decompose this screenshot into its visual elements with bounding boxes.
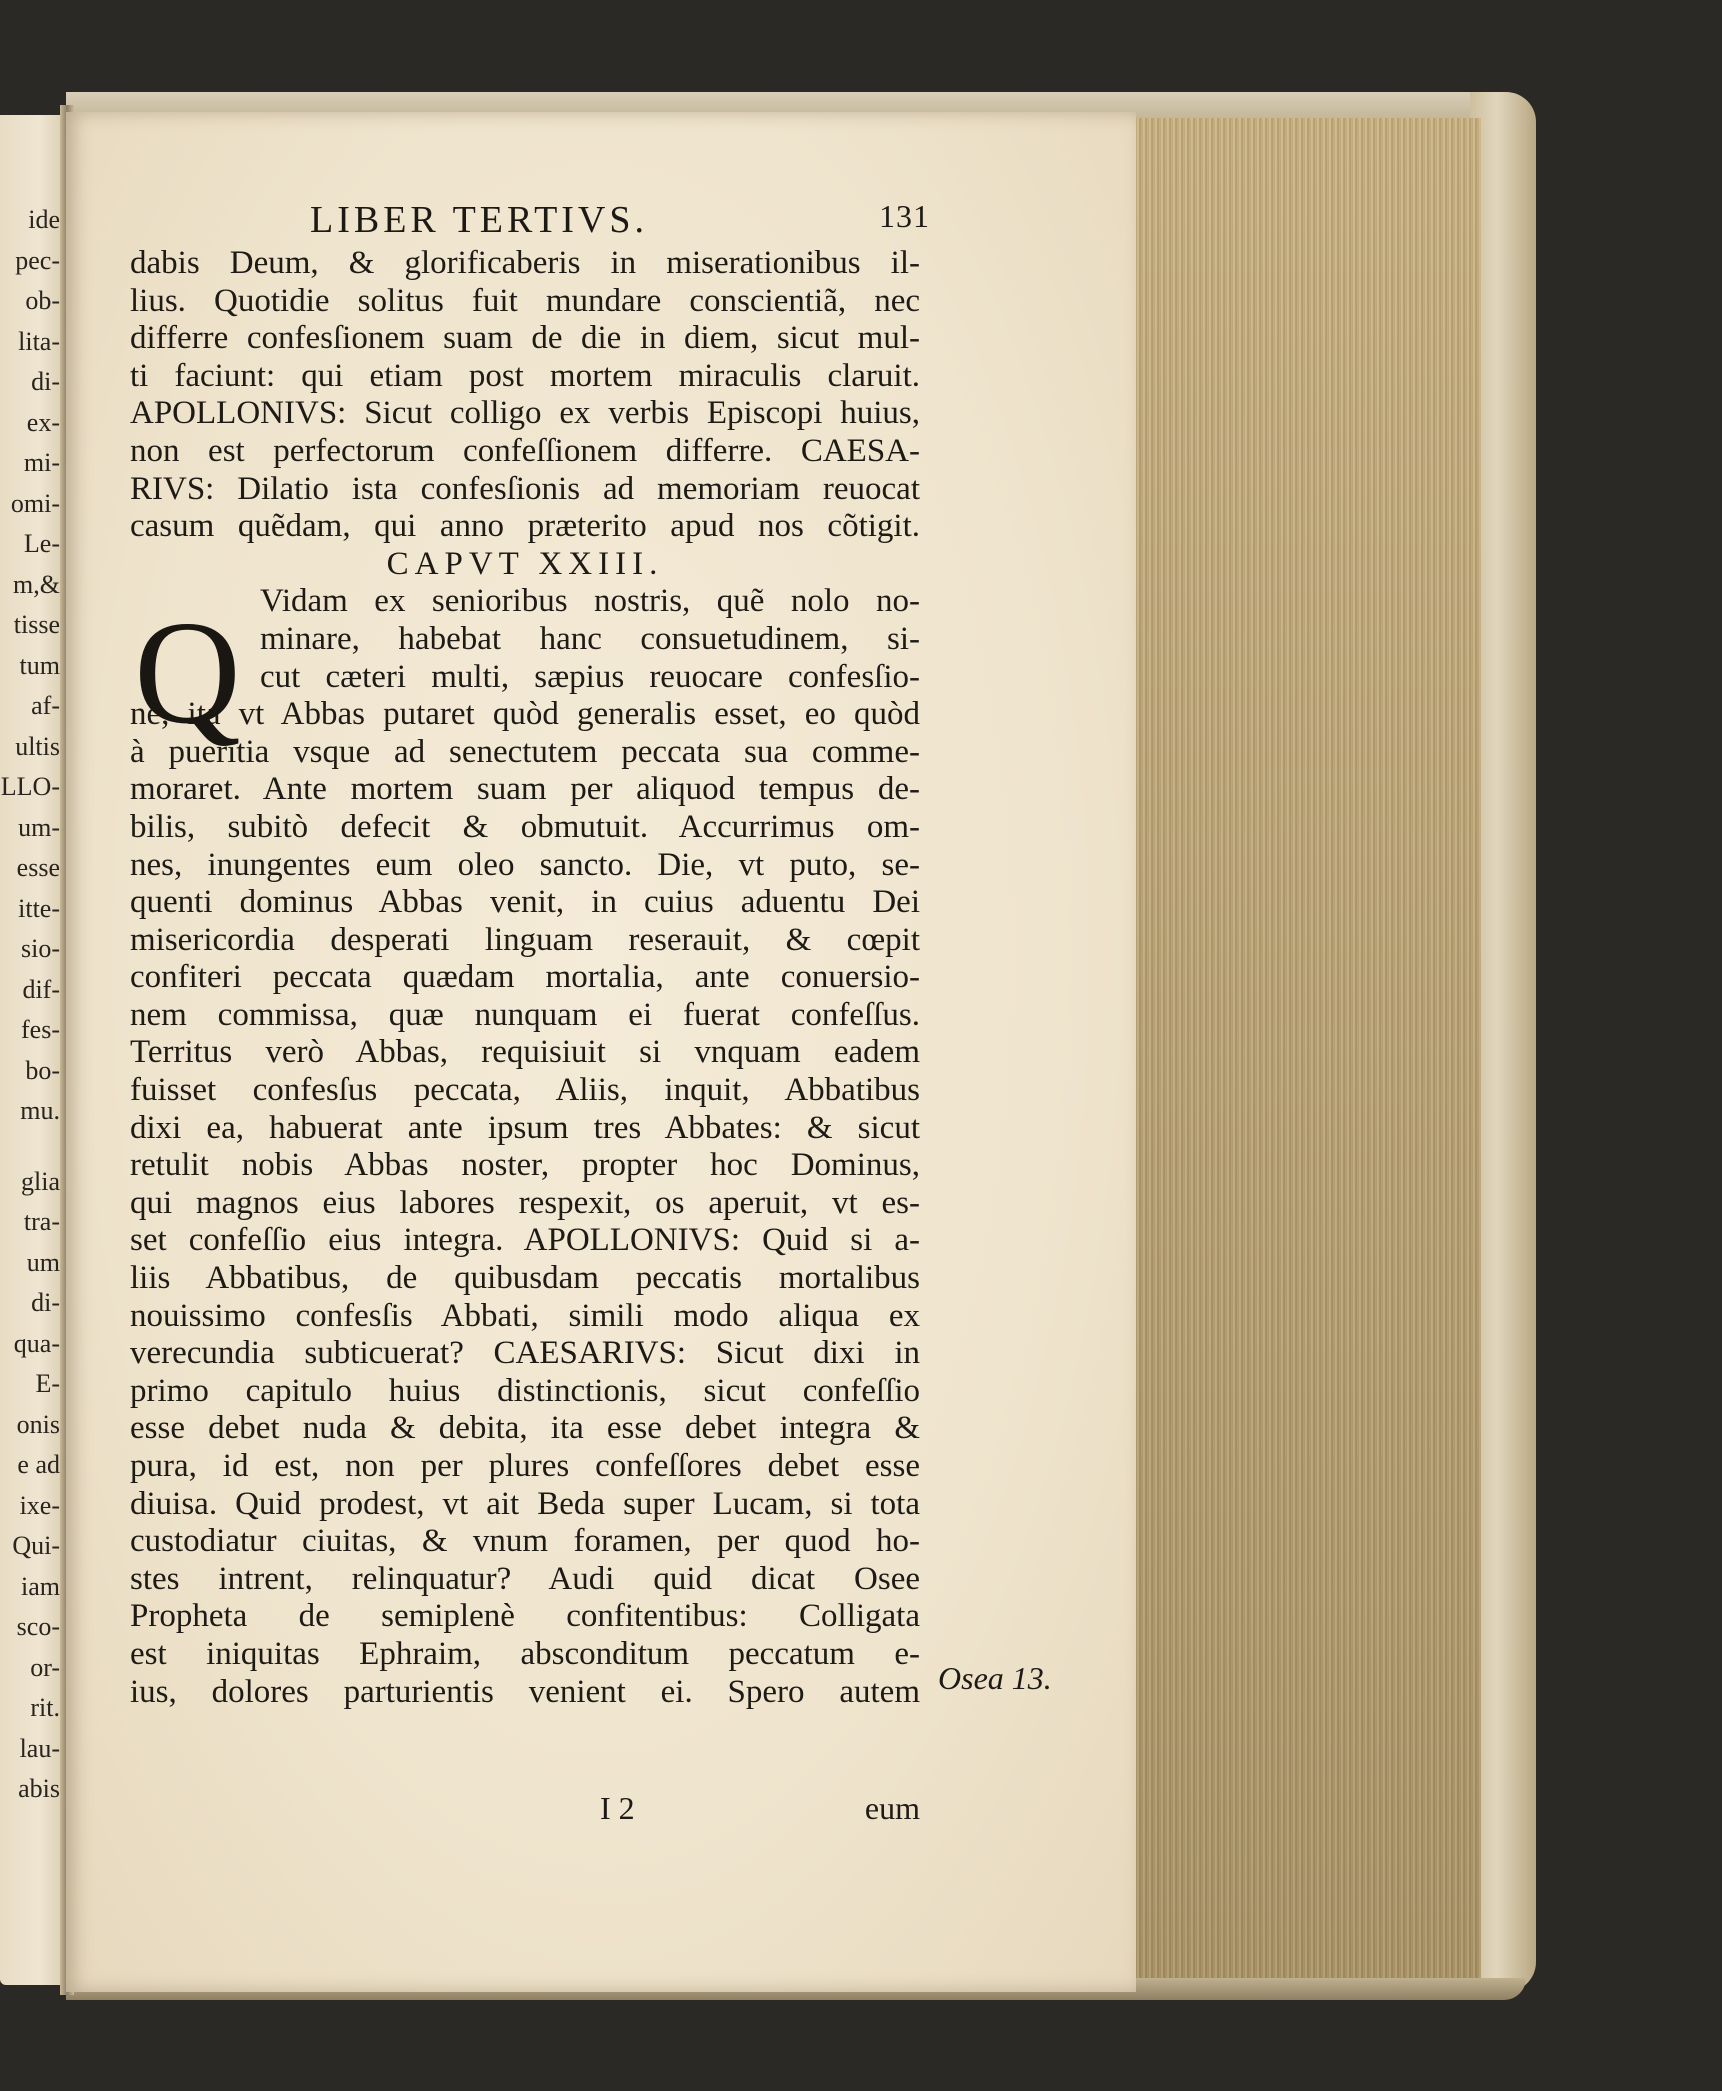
- text-line: dixi ea, habuerat ante ipsum tres Abbates: & sicut: [130, 1109, 920, 1146]
- drop-cap: Q: [134, 591, 241, 755]
- left-page-fragment: e ad: [17, 1450, 60, 1479]
- left-page-fragment: E-: [35, 1369, 60, 1398]
- text-line: primo capitulo huius distinctionis, sicut confeſſio: [130, 1372, 920, 1409]
- left-page-fragment: abis: [18, 1774, 60, 1803]
- previous-page-sliver: [0, 115, 66, 1985]
- left-page-fragment: di-: [31, 1288, 60, 1317]
- left-page-fragment: dif-: [22, 974, 60, 1004]
- text-line: liis Abbatibus, de quibusdam peccatis mortalibus: [130, 1260, 920, 1297]
- left-page-fragment: pec-: [15, 245, 60, 275]
- text-line: bilis, subitò defecit & obmutuit. Accurrimus om-: [130, 808, 920, 845]
- catchword: eum: [864, 1790, 920, 1826]
- text-line: nem commissa, quæ nunquam ei fuerat confeſſus.: [130, 996, 920, 1033]
- left-page-fragment: Le-: [23, 529, 60, 558]
- text-line: retulit nobis Abbas noster, propter hoc Dominus,: [130, 1147, 920, 1184]
- left-page-fragment: um: [26, 1247, 60, 1277]
- text-line: misericordia desperati linguam reserauit, & cœpit: [130, 921, 920, 958]
- text-line: dabis Deum, & glorificaberis in miserationibus il-: [130, 245, 920, 281]
- left-page-fragment: ixe-: [19, 1490, 60, 1520]
- left-page-fragment: tum: [19, 650, 60, 680]
- text-line: non est perfectorum confeſſionem differre. CAESA-: [130, 432, 920, 469]
- left-page-fragment: LLO-: [0, 772, 60, 801]
- text-line: lius. Quotidie solitus fuit mundare conscientiã, nec: [130, 282, 920, 319]
- text-line: differre confesſionem suam de die in diem, sicut mul-: [130, 320, 920, 357]
- page-number: 131: [879, 198, 930, 234]
- text-line: minare, habebat hanc consuetudinem, si-: [260, 620, 920, 657]
- left-page-fragment: ex-: [26, 407, 60, 437]
- left-page-fragment: mu.: [20, 1096, 60, 1125]
- text-line: nẽ, ita vt Abbas putaret quòd generalis esset, eo quòd: [130, 696, 920, 733]
- text-line: qui magnos eius labores respexit, os aperuit, vt es-: [130, 1184, 920, 1221]
- left-page-fragment: ultis: [15, 731, 60, 761]
- left-page-fragment: fes-: [21, 1015, 60, 1044]
- left-page-fragment: ide: [28, 205, 60, 234]
- left-page-fragment: sco-: [16, 1612, 60, 1641]
- left-page-fragment: rit.: [30, 1693, 60, 1722]
- left-page-fragment: ob-: [25, 286, 60, 315]
- text-line: diuisa. Quid prodest, vt ait Beda super Lucam, si tota: [130, 1485, 920, 1522]
- left-page-fragment: lita-: [18, 326, 60, 356]
- page-edges: [1136, 118, 1481, 1978]
- text-line: Territus verò Abbas, requisiuit si vnquam eadem: [130, 1034, 920, 1071]
- text-line: nes, inungentes eum oleo sancto. Die, vt puto, se-: [130, 846, 920, 883]
- text-line: confiteri peccata quædam mortalia, ante conuersio-: [130, 959, 920, 996]
- text-line: esse debet nuda & debita, ita esse debet integra &: [130, 1410, 920, 1447]
- left-page-fragment: lau-: [19, 1733, 60, 1763]
- left-page-fragment: glia: [21, 1166, 60, 1196]
- text-line: custodiatur ciuitas, & vnum foramen, per quod ho-: [130, 1523, 920, 1560]
- chapter-heading: CAPVT XXIII.: [386, 545, 664, 582]
- left-page-fragment: tra-: [23, 1207, 60, 1236]
- left-page-fragment: af-: [31, 691, 60, 720]
- text-line: verecundia subticuerat? CAESARIVS: Sicut dixi in: [130, 1335, 920, 1372]
- left-page-fragment: mi-: [23, 448, 60, 477]
- left-page-fragment: sio-: [21, 934, 60, 963]
- text-line: Vidam ex senioribus nostris, quẽ nolo no-: [260, 583, 920, 620]
- left-page-fragment: iam: [21, 1571, 60, 1601]
- text-line: casum quẽdam, qui anno præterito apud nos cõtigit.: [130, 508, 920, 545]
- body-text: [130, 245, 920, 1711]
- left-page-fragment: di-: [31, 367, 60, 396]
- left-page-fragment: m,&: [13, 569, 60, 599]
- text-line: cut cæteri multi, sæpius reuocare confesſio-: [260, 658, 920, 695]
- left-page-fragment: bo-: [25, 1055, 60, 1085]
- running-head: [310, 198, 930, 242]
- text-line: fuisset confesſus peccata, Aliis, inquit, Abbatibus: [130, 1072, 920, 1109]
- left-page-fragment: or-: [30, 1652, 60, 1682]
- text-line: APOLLONIVS: Sicut colligo ex verbis Episcopi huius,: [130, 395, 920, 432]
- text-line: set confeſſio eius integra. APOLLONIVS: Quid si a-: [130, 1222, 920, 1259]
- left-page-fragment: Qui-: [12, 1531, 60, 1560]
- left-page-fragment: omi-: [10, 488, 60, 518]
- left-page-fragment: um-: [18, 812, 60, 842]
- left-page-fragment: itte-: [18, 893, 60, 923]
- text-line: RIVS: Dilatio ista confesſionis ad memoriam reuocat: [130, 470, 920, 507]
- running-head-title: LIBER TERTIVS.: [310, 199, 649, 241]
- text-line: ius, dolores parturientis venient ei. Spero autem: [130, 1673, 920, 1710]
- left-page-fragment: tisse: [13, 610, 60, 639]
- page-footer: [130, 1790, 920, 1830]
- text-line: quenti dominus Abbas venit, in cuius aduentu Dei: [130, 884, 920, 921]
- text-line: est iniquitas Ephraim, absconditum peccatum e-: [130, 1635, 920, 1672]
- left-page-fragment: esse: [16, 853, 60, 882]
- text-line: à pueritia vsque ad senectutem peccata sua comme-: [130, 733, 920, 770]
- text-line: pura, id est, non per plures confeſſores debet esse: [130, 1448, 920, 1484]
- left-page-fragment: qua-: [13, 1328, 60, 1358]
- text-line: nouissimo confesſis Abbati, simili modo aliqua ex: [130, 1297, 920, 1334]
- left-page-fragment: onis: [16, 1409, 60, 1439]
- text-line: ti faciunt: qui etiam post mortem miraculis claruit.: [130, 357, 920, 394]
- text-line: stes intrent, relinquatur? Audi quid dicat Osee: [130, 1560, 920, 1597]
- signature-mark: I 2: [600, 1790, 635, 1826]
- text-line: Propheta de semiplenè confitentibus: Colligata: [130, 1598, 920, 1635]
- marginal-note: Osea 13.: [938, 1660, 1052, 1696]
- text-line: moraret. Ante mortem suam per aliquod tempus de-: [130, 771, 920, 808]
